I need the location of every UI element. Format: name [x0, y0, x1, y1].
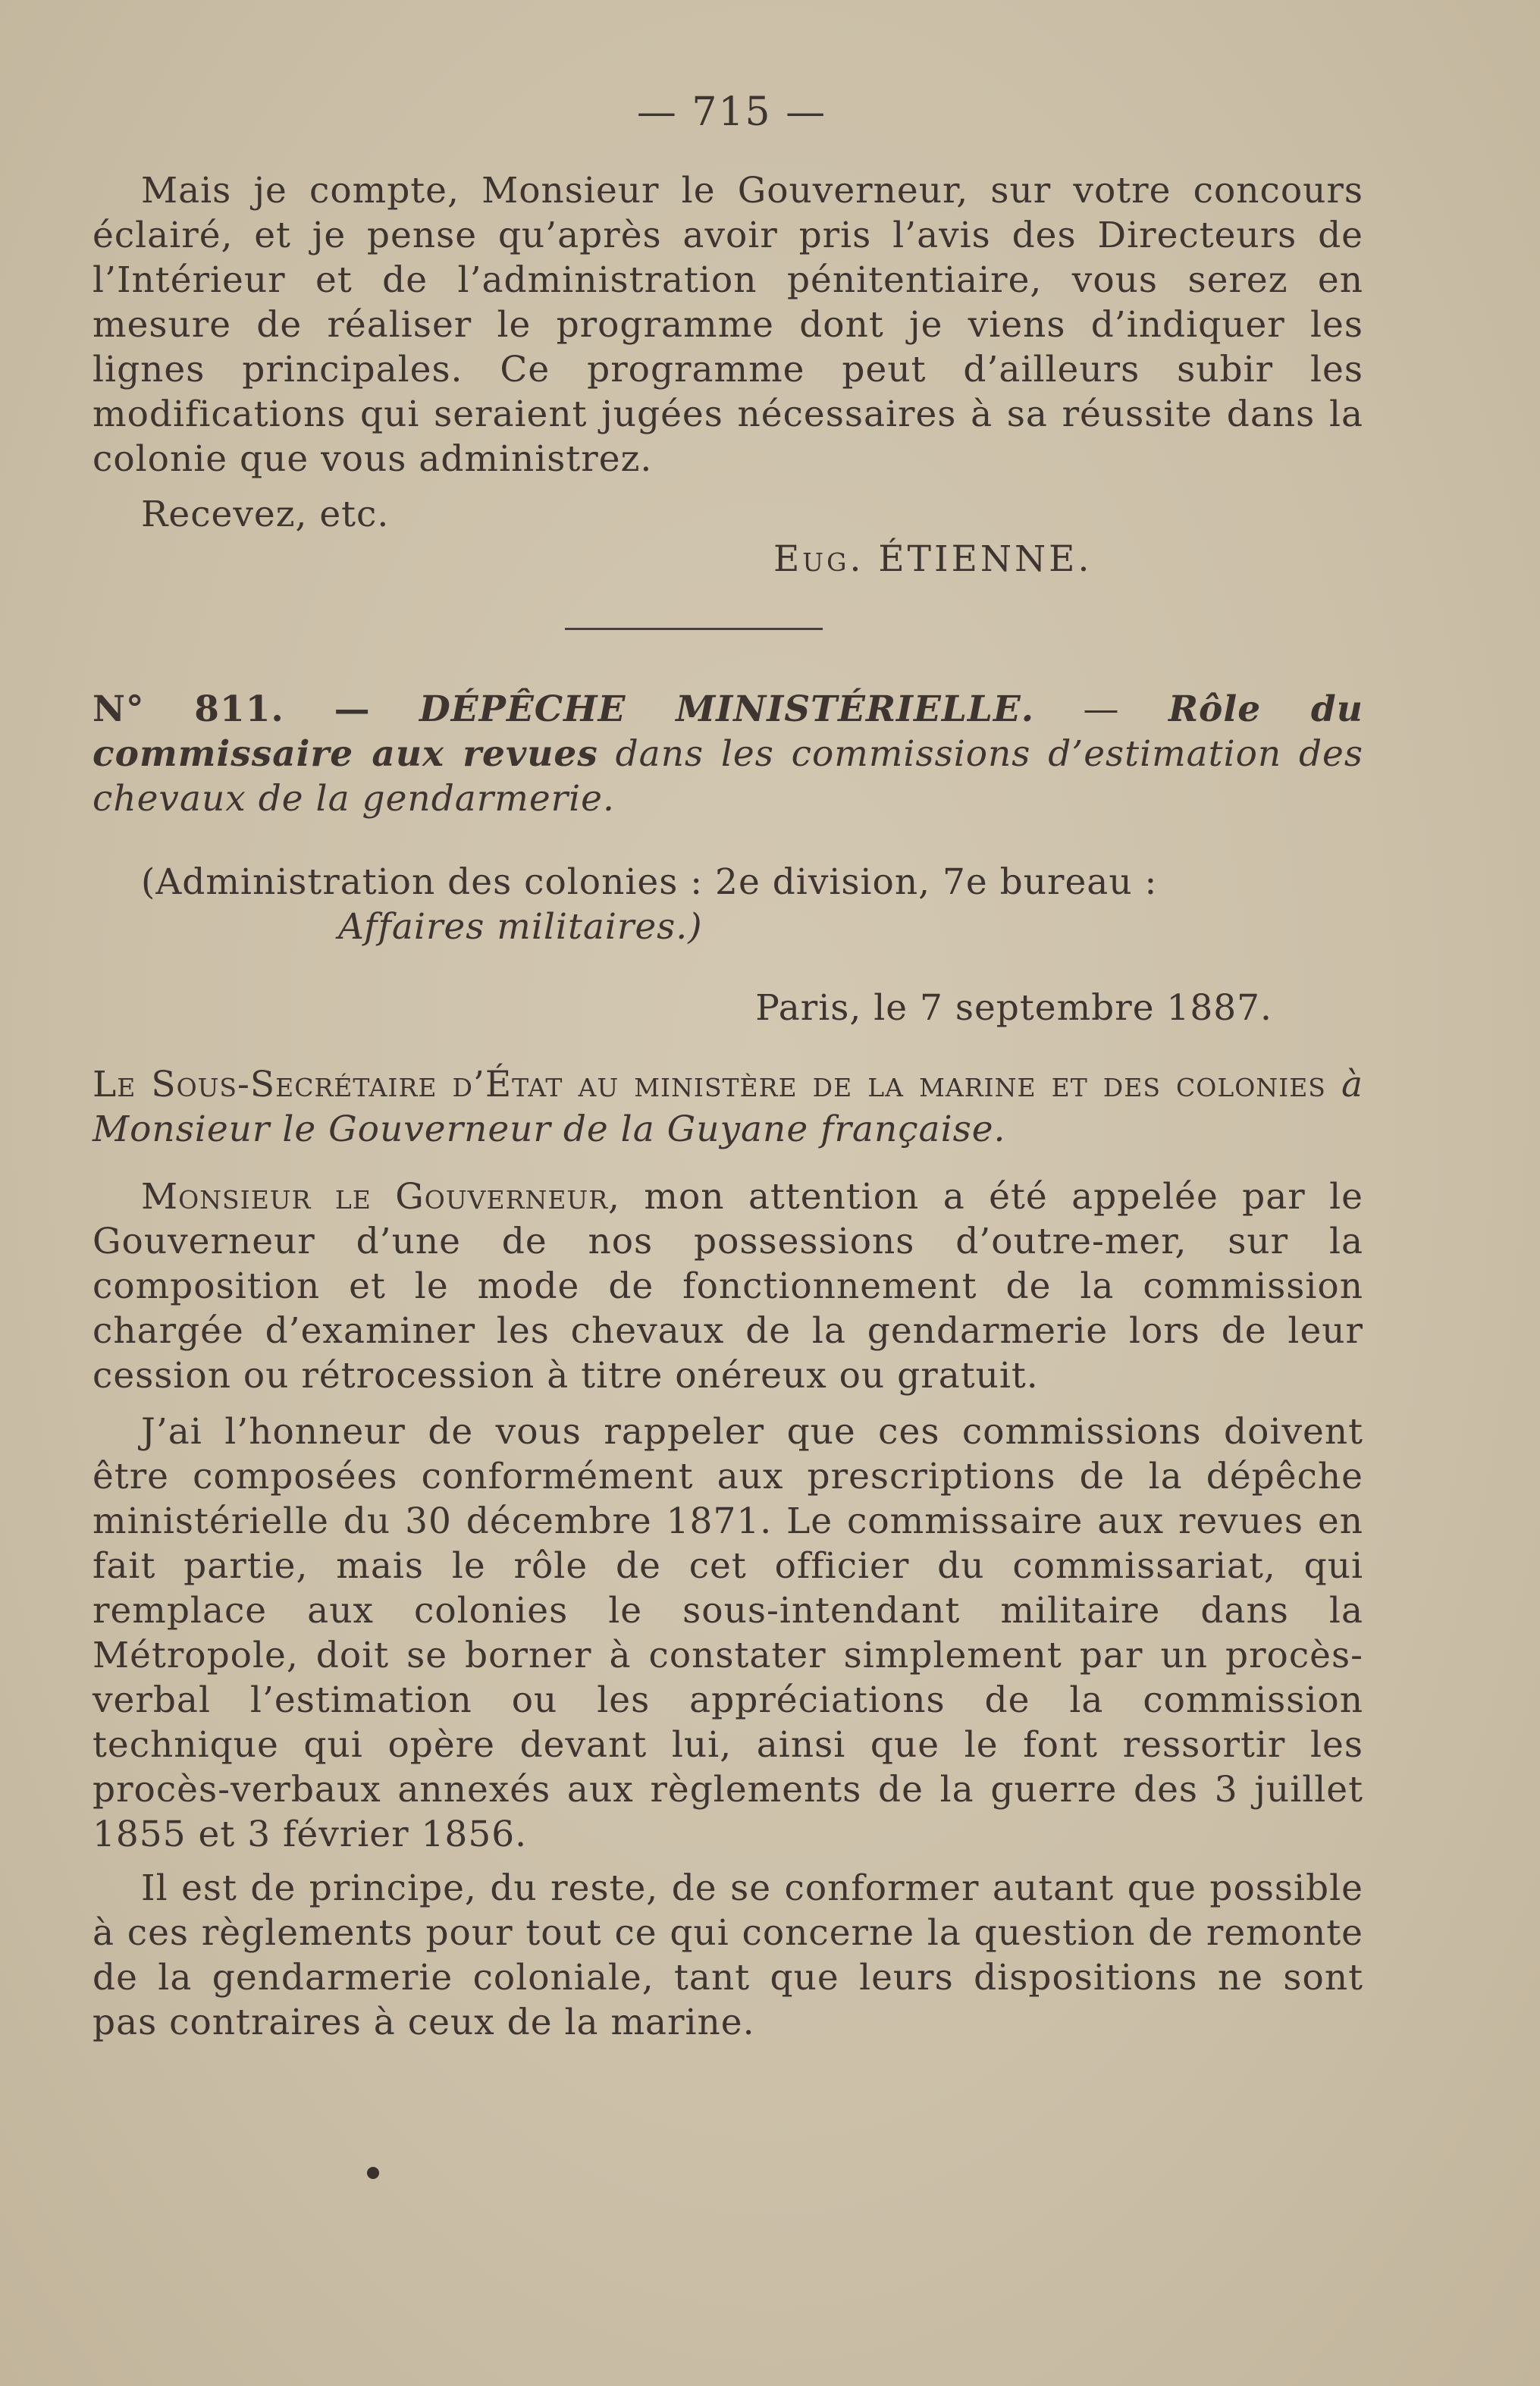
paragraph-attention-text: mon attention a été appelée par le Gouverneur d’une de nos possessions d’outre-mer, sur la composition et le mode de fonctionnement de la commission chargée d’examiner les chevaux de la gendarmerie lors de leur cession ou rétrocession à titre onéreux ou gratuit.	[93, 1176, 1363, 1397]
salutation: Monsieur le Gouverneur,	[141, 1176, 621, 1218]
recipient: à Monsieur le Gouverneur de la Guyane française.	[93, 1064, 1363, 1150]
paragraph-commissions: J’ai l’honneur de vous rappeler que ces commissions doivent être composées conformément aux prescriptions de la dépêche ministérielle du 30 décembre 1871. Le commissaire aux revues en fait partie, mais le rôle de cet officier du commissariat, qui remplace aux colonies le sous-intendant militaire dans la Métropole, doit se borner à constater simplement par un procès-verbal l’estimation ou les appréciations de la commission technique qui opère devant lui, ainsi que le font ressortir les procès-verbaux annexés aux règlements de la guerre des 3 juillet 1855 et 3 février 1856.	[93, 1411, 1363, 1855]
page-number: — 715 —	[636, 89, 827, 135]
ink-speck	[367, 2167, 379, 2179]
address-line	[93, 1062, 1363, 1152]
dispatch-heading	[93, 687, 1363, 821]
administration-note	[93, 860, 1363, 949]
signature	[773, 537, 1228, 582]
dispatch-number: N° 811. —	[93, 688, 371, 730]
dispatch-title: DÉPÊCHE MINISTÉRIELLE.	[419, 688, 1035, 730]
heading-dash: —	[1034, 688, 1168, 730]
section-divider	[565, 628, 823, 630]
administration-line: (Administration des colonies : 2e division, 7e bureau :	[141, 861, 1158, 903]
closing-formula: Recevez, etc.	[141, 494, 390, 535]
paragraph-programme: Mais je compte, Monsieur le Gouverneur, sur votre concours éclairé, et je pense qu’après avoir pris l’avis des Directeurs de l’Intérieur et de l’administration pénitentiaire, vous serez en mesure de réaliser le programme dont je viens d’indiquer les lignes principales. Ce programme peut d’ailleurs subir les modifications qui seraient jugées nécessaires à sa réussite dans la colonie que vous administrez.	[93, 170, 1363, 480]
administration-affairs: Affaires militaires.)	[338, 906, 703, 948]
dispatch-subject-bold: Rôle du commissaire aux revues	[93, 688, 1363, 775]
dispatch-subject: dans les commissions d’estimation des chevaux de la gendarmerie.	[93, 733, 1363, 820]
paragraph-principle: Il est de principe, du reste, de se conformer autant que possible à ces règlements pour tout ce qui concerne la question de remonte de la gendarmerie coloniale, tant que leurs dispositions ne sont pas contraires à ceux de la marine.	[93, 1867, 1363, 2043]
dateline: Paris, le 7 septembre 1887.	[755, 987, 1272, 1029]
sender: Le Sous-Secrétaire d’État au ministère de la marine et des colonies	[93, 1064, 1326, 1105]
signature-text: Eug. ÉTIENNE.	[773, 538, 1093, 580]
paragraph-attention	[93, 1174, 1363, 1398]
